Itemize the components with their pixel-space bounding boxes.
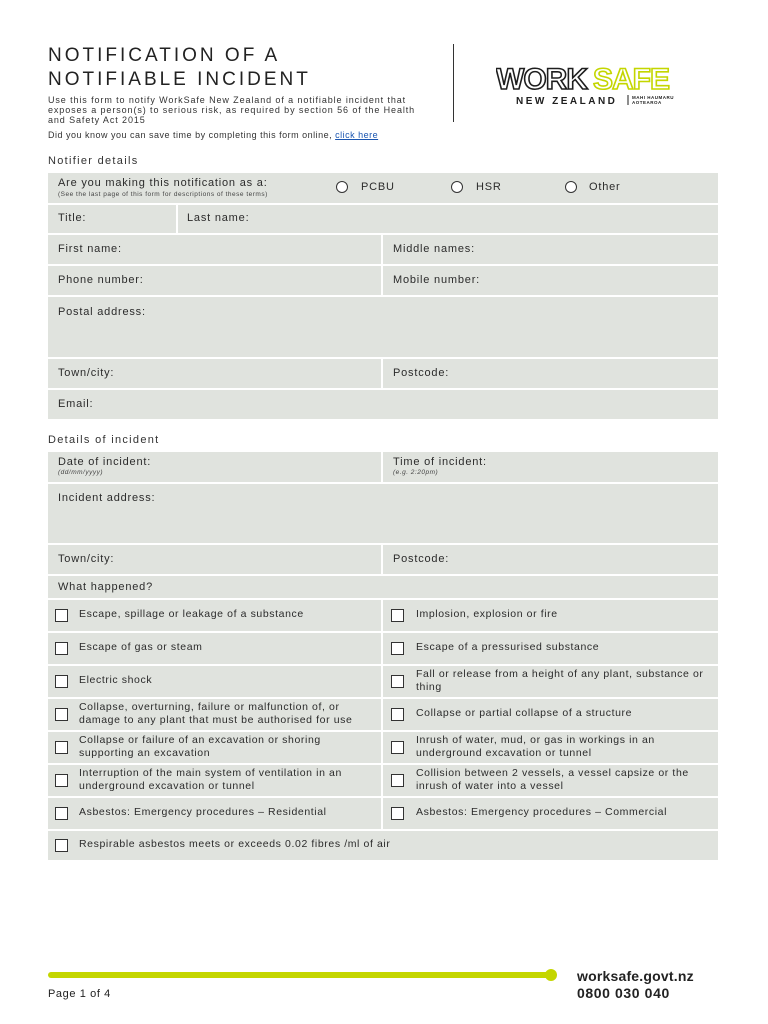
incident-time-field[interactable] [383,452,718,482]
checkbox[interactable] [55,675,68,688]
phone-label: Phone number: [58,274,144,286]
checkbox[interactable] [55,774,68,787]
checkbox-row [383,600,718,631]
pcbu-radio[interactable] [336,181,348,193]
checkbox-row [48,831,718,860]
incident-postcode-label: Postcode: [393,553,450,565]
first-name-field[interactable] [48,235,381,264]
postcode-label: Postcode: [393,367,450,379]
checkbox-label: Escape, spillage or leakage of a substance [79,608,304,620]
checkbox-label: Escape of a pressurised substance [416,641,600,653]
checkbox-label: Collision between 2 vessels, a vessel capsize or the inrush of water into a vessel [416,767,689,792]
town-label: Town/city: [58,367,115,379]
logo-nz-text: NEW ZEALAND [516,96,618,106]
form-title [48,44,311,92]
incident-town-field[interactable] [48,545,381,574]
checkbox-label: Interruption of the main system of ventilation in an underground excavation or tunnel [79,767,342,792]
incident-date-format: (dd/mm/yyyy) [58,469,103,476]
footer-accent-bar [48,972,554,978]
hsr-radio[interactable] [451,181,463,193]
checkbox-row [48,732,381,763]
online-note [48,130,378,140]
checkbox[interactable] [391,609,404,622]
checkbox-label: Implosion, explosion or fire [416,608,558,620]
last-name-label: Last name: [187,212,250,224]
middle-names-field[interactable] [383,235,718,264]
checkbox[interactable] [391,774,404,787]
checkbox-label: Asbestos: Emergency procedures – Commercial [416,806,668,818]
incident-time-label: Time of incident: [393,456,487,468]
checkbox[interactable] [55,807,68,820]
page-number: Page 1 of 4 [48,988,111,1000]
postal-address-field[interactable] [48,297,718,357]
other-label: Other [589,181,621,193]
logo-maori-line-2: AOTEAROA [632,100,662,105]
checkbox-label: Electric shock [79,674,153,686]
checkbox[interactable] [55,642,68,655]
middle-names-label: Middle names: [393,243,475,255]
phone-field[interactable] [48,266,381,295]
checkbox-label: Collapse or failure of an excavation or shoring supporting an excavation [79,734,321,759]
other-radio[interactable] [565,181,577,193]
mobile-label: Mobile number: [393,274,481,286]
checkbox-label: Fall or release from a height of any plant, substance or thing [416,668,704,693]
checkbox[interactable] [55,839,68,852]
footer-accent-dot [545,969,557,981]
incident-address-label: Incident address: [58,492,156,504]
checkbox[interactable] [391,807,404,820]
logo-work-text: WORK [496,63,587,96]
checkbox-row [383,633,718,664]
pcbu-label: PCBU [361,181,395,193]
checkbox-row [383,732,718,763]
postcode-field[interactable] [383,359,718,388]
checkbox[interactable] [55,708,68,721]
what-happened-label: What happened? [58,581,153,593]
online-note-text: Did you know you can save time by completing this form online, [48,130,336,140]
title-field[interactable] [48,205,176,233]
checkbox-row [383,666,718,697]
title-label: Title: [58,212,87,224]
first-name-label: First name: [58,243,122,255]
checkbox-label: Inrush of water, mud, or gas in workings in an underground excavation or tunnel [416,734,655,759]
incident-address-field[interactable] [48,484,718,543]
email-field[interactable] [48,390,718,419]
title-line-1: NOTIFICATION OF A [48,45,281,66]
incident-section-label: Details of incident [48,434,160,446]
checkbox-label: Collapse or partial collapse of a structure [416,707,633,719]
checkbox-row [48,666,381,697]
notifier-role-row [48,173,718,203]
footer-phone: 0800 030 040 [577,985,670,1001]
checkbox[interactable] [391,642,404,655]
checkbox-row [48,600,381,631]
incident-date-label: Date of incident: [58,456,152,468]
checkbox-row [48,765,381,796]
logo-maori-line-1: MAHI HAUMARU [632,95,674,100]
footer-website[interactable]: worksafe.govt.nz [577,968,694,984]
checkbox-row [48,798,381,829]
checkbox-label: Escape of gas or steam [79,641,203,653]
incident-time-format: (e.g. 2:20pm) [393,469,439,476]
email-label: Email: [58,398,94,410]
checkbox-label: Respirable asbestos meets or exceeds 0.02 fibres /ml of air [79,838,391,850]
checkbox[interactable] [391,741,404,754]
title-line-2: NOTIFIABLE INCIDENT [48,69,311,90]
intro-text: Use this form to notify WorkSafe New Zealand of a notifiable incident that exposes a person(s) to serious risk, as required by section 56 of the Health and Safety Act 2015 [48,95,416,125]
incident-postcode-field[interactable] [383,545,718,574]
checkbox-row [383,699,718,730]
header-divider [453,44,454,122]
incident-town-label: Town/city: [58,553,115,565]
worksafe-logo [496,62,706,106]
checkbox-row [48,699,381,730]
click-here-link[interactable]: click here [335,130,379,140]
checkbox-label: Asbestos: Emergency procedures – Residential [79,806,327,818]
town-field[interactable] [48,359,381,388]
checkbox[interactable] [55,609,68,622]
notifier-section-label: Notifier details [48,155,139,167]
checkbox[interactable] [55,741,68,754]
role-question: Are you making this notification as a: [58,177,268,189]
hsr-label: HSR [476,181,502,193]
checkbox-row [383,765,718,796]
last-name-field[interactable] [178,205,718,233]
checkbox[interactable] [391,675,404,688]
checkbox-label: Collapse, overturning, failure or malfunction of, or damage to any plant that must be authorised for use [79,701,353,726]
checkbox-row [48,633,381,664]
incident-date-field[interactable] [48,452,381,482]
checkbox[interactable] [391,708,404,721]
postal-address-label: Postal address: [58,306,146,318]
role-question-note: (See the last page of this form for descriptions of these terms) [58,191,268,198]
checkbox-row [383,798,718,829]
what-happened-row [48,576,718,598]
mobile-field[interactable] [383,266,718,295]
logo-safe-text: SAFE [593,63,670,96]
